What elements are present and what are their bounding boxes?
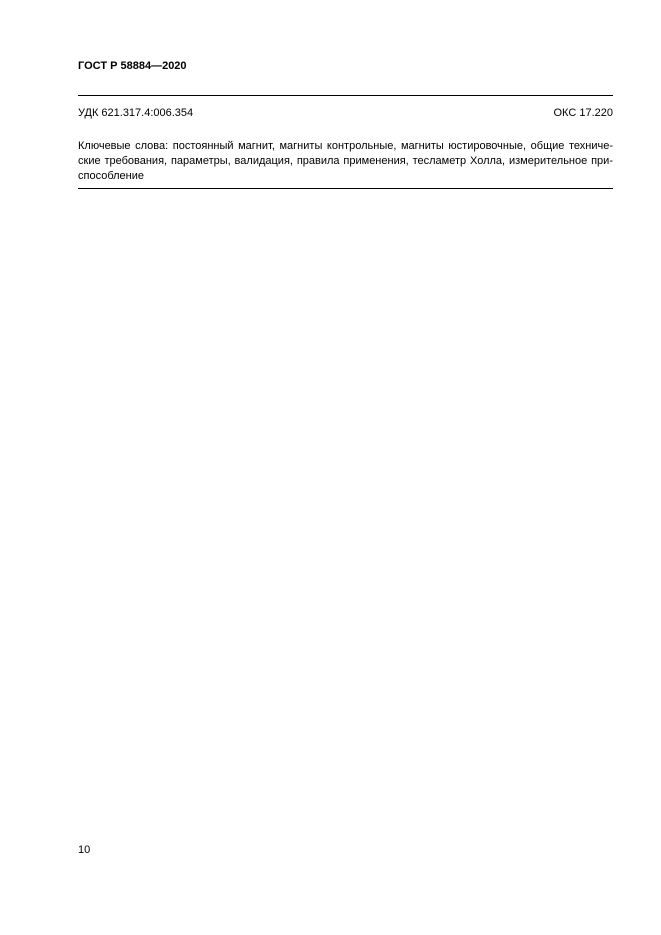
keywords-line: способление [78, 170, 144, 182]
udk-code: УДК 621.317.4:006.354 [78, 107, 194, 119]
oks-code: ОКС 17.220 [553, 107, 613, 119]
document-title: ГОСТ Р 58884—2020 [78, 60, 187, 72]
page-number: 10 [78, 844, 91, 856]
keywords-line: ские требования, параметры, валидация, правила применения, тесламетр Холла, измерительное при- [78, 155, 613, 167]
keywords-line: Ключевые слова: постоянный магнит, магниты контрольные, магниты юстировочные, общие техниче- [78, 140, 613, 152]
top-divider [78, 95, 613, 96]
bottom-divider [78, 188, 613, 189]
keywords-paragraph [78, 139, 613, 184]
